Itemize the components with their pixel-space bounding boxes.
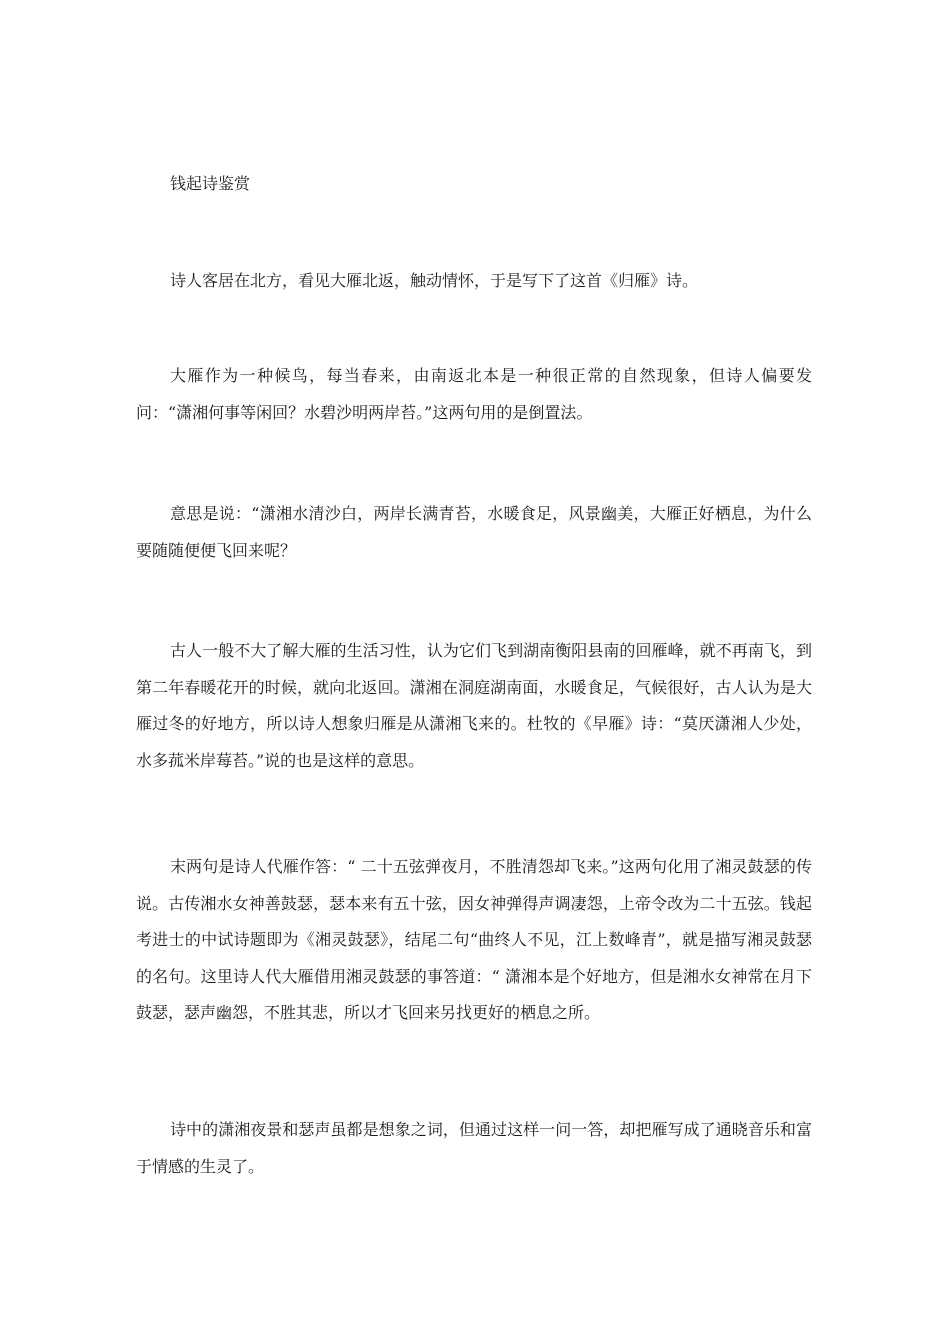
document-title: 钱起诗鉴赏 <box>170 174 251 193</box>
paragraph-2: 大雁作为一种候鸟，每当春来，由南返北本是一种很正常的自然现象，但诗人偏要发问：“潇湘何事等闲回？水碧沙明两岸苔。”这两句用的是倒置法。 <box>136 366 812 422</box>
paragraph-3: 意思是说：“潇湘水清沙白，两岸长满青苔，水暖食足，风景幽美，大雁正好栖息，为什么要随随便便飞回来呢？ <box>136 504 812 560</box>
paragraph-6: 诗中的潇湘夜景和瑟声虽都是想象之词，但通过这样一问一答，却把雁写成了通晓音乐和富于情感的生灵了。 <box>136 1120 812 1176</box>
paragraph-4: 古人一般不大了解大雁的生活习性，认为它们飞到湖南衡阳县南的回雁峰，就不再南飞，到第二年春暖花开的时候，就向北返回。潇湘在洞庭湖南面，水暖食足，气候很好，古人认为是大雁过冬的好地方，所以诗人想象归雁是从潇湘飞来的。杜牧的《早雁》诗：“莫厌潇湘人少处，水多菰米岸莓苔。”说的也是这样的意思。 <box>136 641 812 770</box>
paragraph-5: 末两句是诗人代雁作答：“ 二十五弦弹夜月，不胜清怨却飞来。”这两句化用了湘灵鼓瑟的传说。古传湘水女神善鼓瑟，瑟本来有五十弦，因女神弹得声调凄怨，上帝令改为二十五弦。钱起考进士的中试诗题即为《湘灵鼓瑟》，结尾二句“曲终人不见，江上数峰青”，就是描写湘灵鼓瑟的名句。这里诗人代大雁借用湘灵鼓瑟的事答道：“ 潇湘本是个好地方，但是湘水女神常在月下鼓瑟，瑟声幽怨，不胜其悲，所以才飞回来另找更好的栖息之所。 <box>136 857 812 1022</box>
paragraph-1: 诗人客居在北方，看见大雁北返，触动情怀，于是写下了这首《归雁》诗。 <box>170 271 699 290</box>
